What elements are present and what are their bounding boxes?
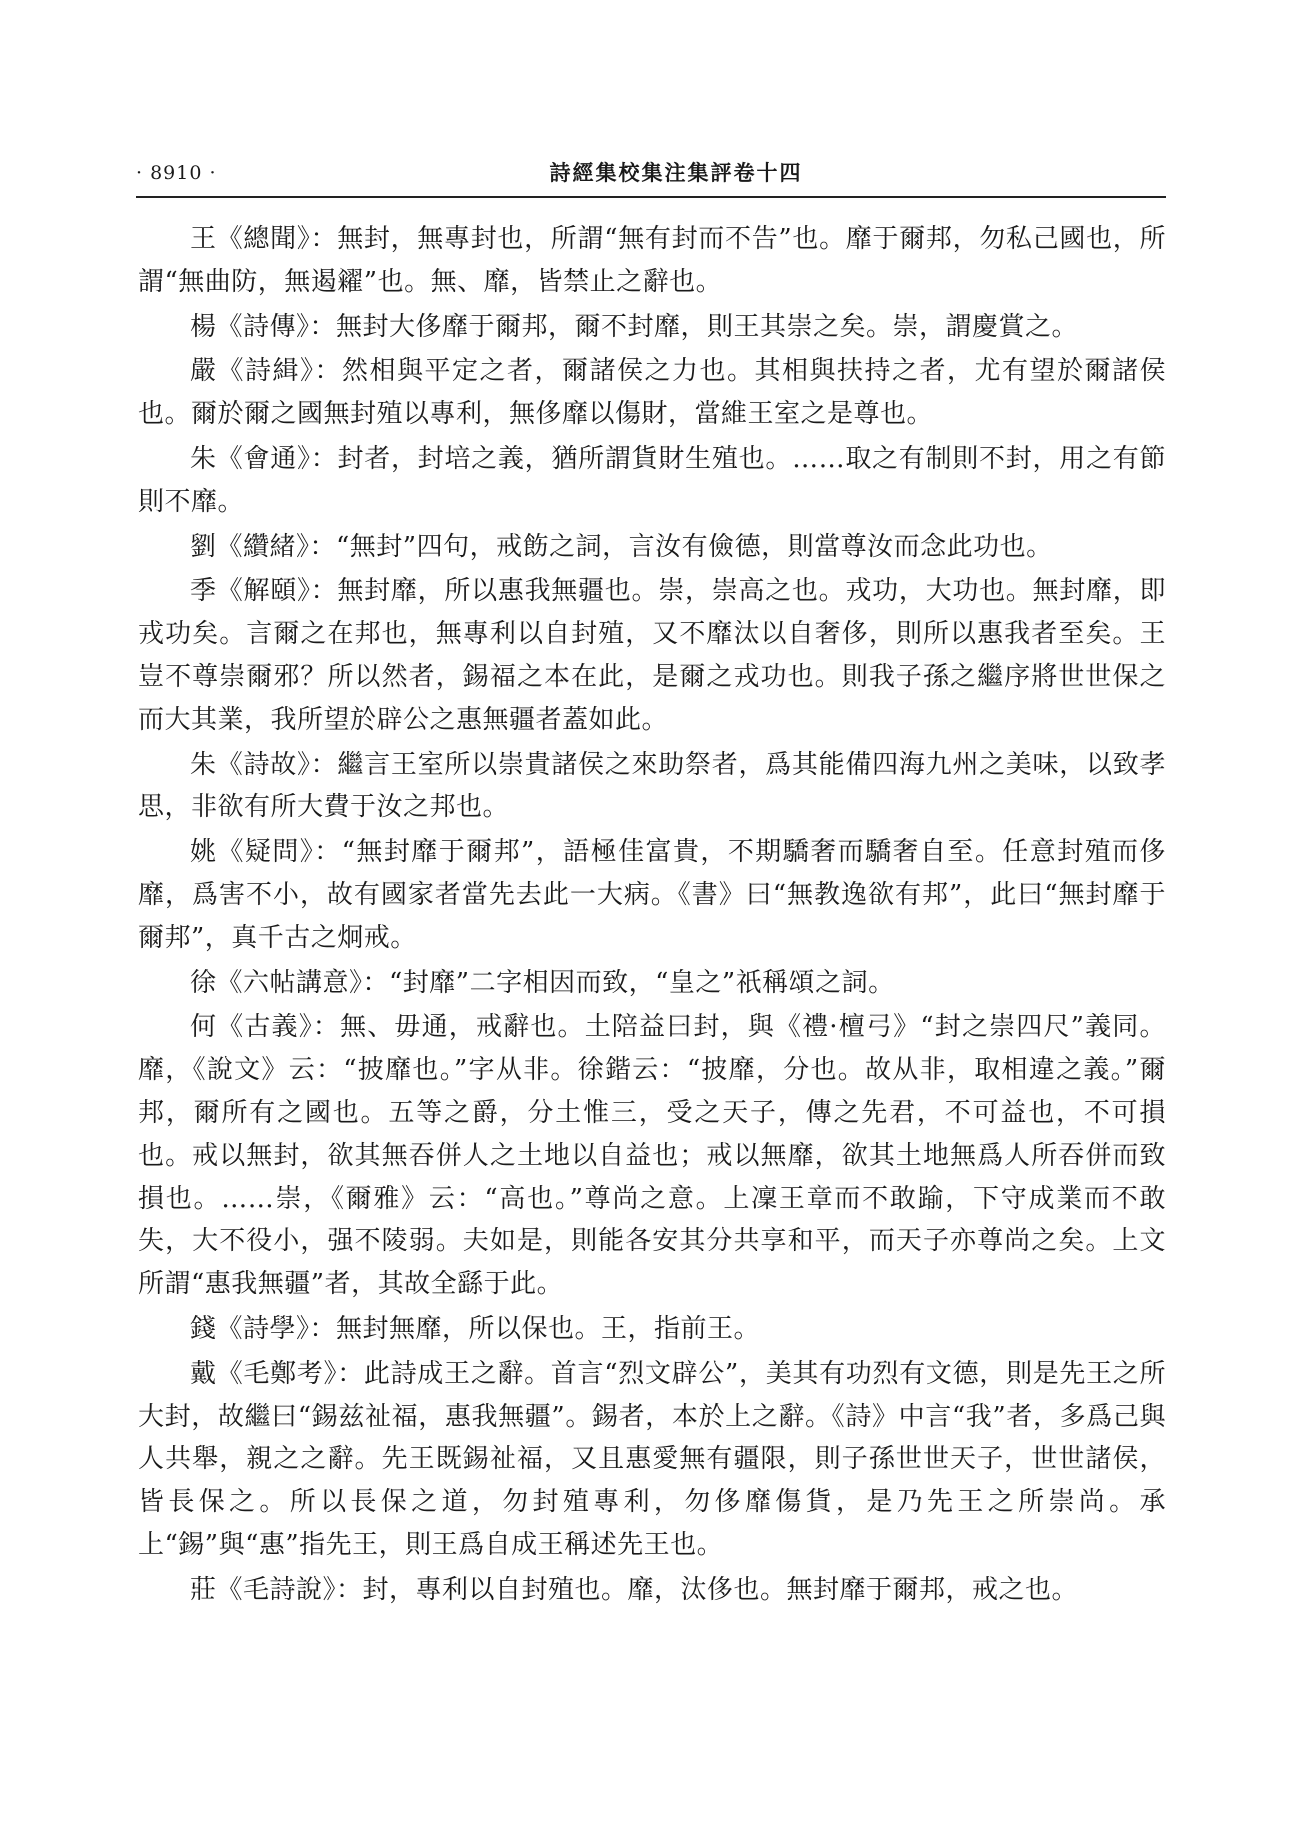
commentary-paragraph: 嚴《詩緝》：然相與平定之者，爾諸侯之力也。其相與扶持之者，尤有望於爾諸侯也。爾於爾之國無封殖以專利，無侈靡以傷財，當維王室之是尊也。 xyxy=(138,356,1166,430)
commentary-paragraph: 劉《纘緒》：“無封”四句，戒飭之詞，言汝有儉德，則當尊汝而念此功也。 xyxy=(190,531,1053,562)
commentary-paragraph: 何《古義》：無、毋通，戒辭也。土陪益曰封，與《禮·檀弓》“封之崇四尺”義同。靡，《說文》云：“披靡也。”字从非。徐鍇云：“披靡，分也。故从非，取相違之義。”爾邦，爾所有之國也。五等之爵，分土惟三，受之天子，傳之先君，不可益也，不可損也。戒以無封，欲其無吞併人之土地以自益也；戒以無靡，欲其土地無爲人所吞併而致損也。……崇，《爾雅》云：“高也。”尊尚之意。上凜王章而不敢踰，下守成業而不敢失，大不役小，强不陵弱。夫如是，則能各安其分共享和平，而天子亦尊尚之矣。上文所謂“惠我無疆”者，其故全繇于此。 xyxy=(138,1012,1166,1300)
commentary-paragraph: 王《總聞》：無封，無專封也，所謂“無有封而不告”也。靡于爾邦，勿私己國也，所謂“無曲防，無遏糴”也。無、靡，皆禁止之辭也。 xyxy=(138,224,1166,297)
commentary-paragraph: 徐《六帖講意》：“封靡”二字相因而致，“皇之”祇稱頌之詞。 xyxy=(190,967,895,998)
commentary-paragraph: 錢《詩學》：無封無靡，所以保也。王，指前王。 xyxy=(190,1313,761,1344)
commentary-paragraph: 姚《疑問》：“無封靡于爾邦”，語極佳富貴，不期驕奢而驕奢自至。任意封殖而侈靡，爲害不小，故有國家者當先去此一大病。《書》曰“無教逸欲有邦”，此曰“無封靡于爾邦”，真千古之炯戒。 xyxy=(138,837,1166,953)
commentary-paragraph: 朱《會通》：封者，封培之義，猶所謂貨財生殖也。……取之有制則不封，用之有節則不靡。 xyxy=(138,443,1166,517)
page-body xyxy=(138,218,1166,1614)
header-rule xyxy=(136,196,1166,198)
commentary-paragraph: 朱《詩故》：繼言王室所以崇貴諸侯之來助祭者，爲其能備四海九州之美味，以致孝思，非欲有所大費于汝之邦也。 xyxy=(138,749,1166,823)
commentary-paragraph: 莊《毛詩說》：封，專利以自封殖也。靡，汰侈也。無封靡于爾邦，戒之也。 xyxy=(190,1574,1079,1605)
commentary-paragraph: 戴《毛鄭考》：此詩成王之辭。首言“烈文辟公”，美其有功烈有文德，則是先王之所大封，故繼曰“錫兹祉福，惠我無疆”。錫者，本於上之辭。《詩》中言“我”者，多爲己與人共舉，親之之辭。先王既錫祉福，又且惠愛無有疆限，則子孫世世天子，世世諸侯，皆長保之。所以長保之道，勿封殖專利，勿侈靡傷貨，是乃先王之所崇尚。承上“錫”與“惠”指先王，則王爲自成王稱述先王也。 xyxy=(138,1358,1166,1560)
page-number: · 8910 · xyxy=(136,162,217,184)
running-title: 詩經集校集注集評卷十四 xyxy=(549,160,803,185)
commentary-paragraph: 季《解頤》：無封靡，所以惠我無疆也。崇，崇高之也。戎功，大功也。無封靡，即戎功矣。言爾之在邦也，無專利以自封殖，又不靡汰以自奢侈，則所以惠我者至矣。王豈不尊崇爾邪？所以然者，錫福之本在此，是爾之戎功也。則我子孫之繼序將世世保之而大其業，我所望於辟公之惠無疆者蓋如此。 xyxy=(138,576,1166,735)
page-header xyxy=(136,158,1166,198)
commentary-paragraph: 楊《詩傳》：無封大侈靡于爾邦，爾不封靡，則王其崇之矣。崇，謂慶賞之。 xyxy=(190,311,1079,342)
